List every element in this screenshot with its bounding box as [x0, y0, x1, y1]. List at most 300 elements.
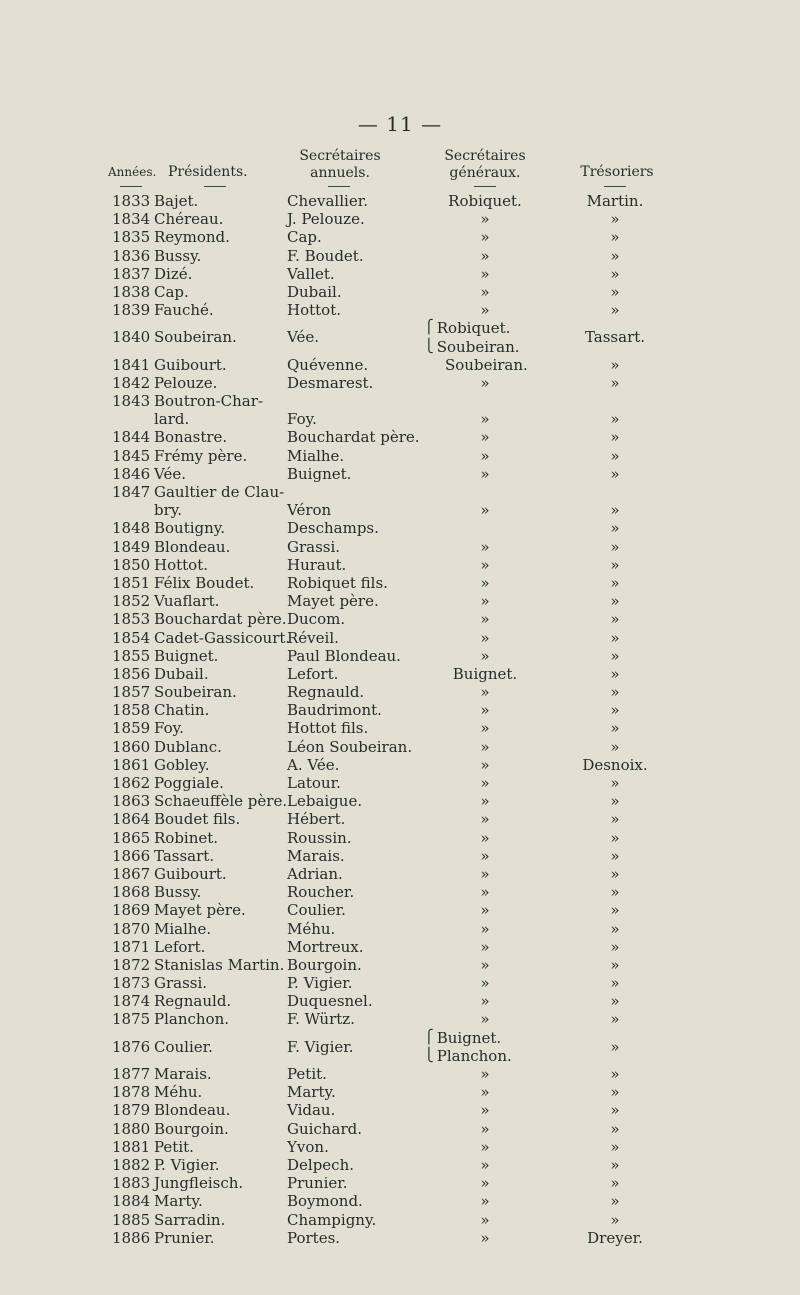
secretaire-general-cell: » — [480, 1228, 490, 1247]
president-cell: Marais. — [154, 1065, 212, 1084]
president-cell: Marty. — [154, 1192, 203, 1211]
table-row — [0, 774, 800, 792]
secretaire-general-cell: » — [480, 828, 490, 847]
secretaire-general-cell: » — [480, 1155, 490, 1174]
year-cell: 1886 — [112, 1228, 151, 1247]
secretaire-annuel-cell: Hottot fils. — [287, 719, 369, 738]
table-row — [0, 1229, 800, 1247]
header-secr-generaux-line2: généraux. — [449, 165, 521, 181]
secretaire-general-cell: » — [480, 555, 490, 574]
tresorier-cell: » — [610, 1083, 620, 1102]
table-row — [0, 610, 800, 628]
header-annees: Années. — [108, 165, 157, 179]
tresorier-cell: » — [610, 646, 620, 665]
secretaire-general-cell: » — [480, 1010, 490, 1029]
header-secr-annuels-line2: annuels. — [310, 165, 370, 181]
table-row — [0, 1156, 800, 1174]
president-cell: Méhu. — [154, 1083, 203, 1102]
year-cell: 1878 — [112, 1083, 151, 1102]
secretaire-annuel-cell: F. Würtz. — [287, 1010, 355, 1029]
president-cell: Fauché. — [154, 301, 214, 320]
secretaire-general-cell: » — [480, 501, 490, 520]
year-cell: 1859 — [112, 719, 151, 738]
year-cell: 1845 — [112, 446, 151, 465]
table-row — [0, 374, 800, 392]
secretaire-annuel-cell: Guichard. — [287, 1119, 362, 1138]
secretaire-annuel-cell: Regnauld. — [287, 683, 365, 702]
president-cell: Soubeiran. — [154, 328, 237, 347]
president-cell: Planchon. — [154, 1010, 230, 1029]
year-cell: 1847 — [112, 483, 151, 502]
table-row — [0, 592, 800, 610]
secretaire-annuel-cell: Latour. — [287, 774, 341, 793]
year-cell: 1865 — [112, 828, 151, 847]
president-cell: Cadet-Gassicourt. — [154, 628, 291, 647]
president-cell: P. Vigier. — [154, 1155, 220, 1174]
secretaire-annuel-cell: Quévenne. — [287, 355, 369, 374]
secretaire-annuel-cell: Deschamps. — [287, 519, 379, 538]
president-cell: Gobley. — [154, 755, 210, 774]
secretaire-general-cell: » — [480, 1210, 490, 1229]
president-cell: Vuaflart. — [154, 592, 220, 611]
secretaire-general-cell: » — [480, 628, 490, 647]
secretaire-general-cell: » — [480, 992, 490, 1011]
secretaire-annuel-cell: Lefort. — [287, 664, 339, 683]
general-name: Planchon. — [436, 1046, 512, 1065]
secretaire-annuel-cell: Delpech. — [287, 1155, 355, 1174]
table-row — [0, 1192, 800, 1210]
general-stack — [437, 319, 520, 355]
table-row — [0, 1083, 800, 1101]
tresorier-cell: » — [610, 864, 620, 883]
secretaire-general-cell: » — [480, 1137, 490, 1156]
table-row — [0, 265, 800, 283]
secretaire-general-cell: » — [480, 1065, 490, 1084]
table-row — [0, 1211, 800, 1229]
year-cell: 1848 — [112, 519, 151, 538]
secretaire-annuel-cell: Bouchardat père. — [287, 428, 420, 447]
year-cell: 1844 — [112, 428, 151, 447]
secretaire-annuel-cell: Prunier. — [287, 1174, 348, 1193]
table-row — [0, 465, 800, 483]
year-cell: 1857 — [112, 683, 151, 702]
secretaire-annuel-cell: Chevallier. — [287, 192, 368, 210]
secretaire-general-cell: » — [480, 1174, 490, 1193]
president-cell: Bouchardat père. — [154, 610, 287, 629]
president-cell: Bussy. — [154, 246, 202, 265]
president-cell: Bourgoin. — [154, 1119, 229, 1138]
table-row — [0, 192, 800, 210]
table-row — [0, 538, 800, 556]
table-row — [0, 719, 800, 737]
table-row — [0, 738, 800, 756]
tresorier-cell: » — [610, 355, 620, 374]
secretaire-general-cell: Soubeiran. — [445, 355, 528, 374]
tresorier-cell: Dreyer. — [587, 1228, 643, 1247]
year-cell: 1883 — [112, 1174, 151, 1193]
secretaire-general-cell: Robiquet. — [448, 192, 522, 210]
president-cell: Dubail. — [154, 664, 209, 683]
general-name: Buignet. — [436, 1028, 502, 1047]
president-cell: lard. — [154, 410, 190, 429]
year-cell: 1838 — [112, 282, 151, 301]
president-cell: Grassi. — [154, 974, 208, 993]
year-cell: 1842 — [112, 373, 151, 392]
president-cell: Félix Boudet. — [154, 573, 255, 592]
year-cell: 1839 — [112, 301, 151, 320]
table-row — [0, 701, 800, 719]
secretaire-general-cell: » — [480, 1192, 490, 1211]
table-row — [0, 901, 800, 919]
president-cell: Buignet. — [154, 646, 219, 665]
president-cell: Reymond. — [154, 228, 230, 247]
president-cell: Regnauld. — [154, 992, 232, 1011]
table-row — [0, 647, 800, 665]
year-cell: 1835 — [112, 228, 151, 247]
secretaire-annuel-cell: F. Boudet. — [287, 246, 364, 265]
header-secr-generaux-line1: Secrétaires — [444, 148, 526, 164]
year-cell: 1872 — [112, 955, 151, 974]
secretaire-annuel-cell: Vidau. — [287, 1101, 336, 1120]
president-cell: Guibourt. — [154, 355, 227, 374]
table-row — [0, 974, 800, 992]
tresorier-cell: » — [610, 1101, 620, 1120]
secretaire-general-cell: » — [480, 864, 490, 883]
table-row — [0, 665, 800, 683]
president-cell: Coulier. — [154, 1037, 213, 1056]
secretaire-general-cell: » — [480, 464, 490, 483]
tresorier-cell: » — [610, 537, 620, 556]
table-row — [0, 956, 800, 974]
table-row — [0, 847, 800, 865]
year-cell: 1860 — [112, 737, 151, 756]
year-cell: 1871 — [112, 937, 151, 956]
table-row — [0, 519, 800, 537]
tresorier-cell: » — [610, 1174, 620, 1193]
tresorier-cell: » — [610, 810, 620, 829]
secretaire-annuel-cell: Léon Soubeiran. — [287, 737, 413, 756]
president-cell: Hottot. — [154, 555, 208, 574]
secretaire-annuel-cell: Desmarest. — [287, 373, 374, 392]
year-cell: 1851 — [112, 573, 151, 592]
tresorier-cell: » — [610, 228, 620, 247]
tresorier-cell: » — [610, 1065, 620, 1084]
secretaire-annuel-cell: Adrian. — [287, 864, 343, 883]
secretaire-general-cell: » — [480, 246, 490, 265]
secretaire-annuel-cell: Méhu. — [287, 919, 336, 938]
table-row — [0, 356, 800, 374]
table-row — [0, 301, 800, 319]
table-row — [0, 883, 800, 901]
secretaire-annuel-cell: Mialhe. — [287, 446, 345, 465]
header-divider — [204, 186, 226, 187]
table-row — [0, 228, 800, 246]
secretaire-annuel-cell: P. Vigier. — [287, 974, 353, 993]
tresorier-cell: » — [610, 464, 620, 483]
secretaire-general-cell: » — [480, 537, 490, 556]
president-cell: Boutron-Char- — [154, 392, 263, 411]
year-cell: 1841 — [112, 355, 151, 374]
secretaire-annuel-cell: Paul Blondeau. — [287, 646, 401, 665]
secretaire-general-cell: » — [480, 228, 490, 247]
year-cell: 1870 — [112, 919, 151, 938]
tresorier-cell: » — [610, 592, 620, 611]
table-row — [0, 1138, 800, 1156]
table-row — [0, 920, 800, 938]
secretaire-general-cell: » — [480, 683, 490, 702]
tresorier-cell: » — [610, 883, 620, 902]
tresorier-cell: » — [610, 573, 620, 592]
header-divider — [120, 186, 142, 187]
year-cell: 1846 — [112, 464, 151, 483]
tresorier-cell: » — [610, 1210, 620, 1229]
year-cell: 1876 — [112, 1037, 151, 1056]
general-stack — [437, 1029, 512, 1065]
general-name: Soubeiran. — [436, 337, 520, 356]
president-cell: Boutigny. — [154, 519, 226, 538]
president-cell: Dublanc. — [154, 737, 222, 756]
table-row — [0, 1029, 800, 1065]
secretaire-annuel-cell: F. Vigier. — [287, 1037, 354, 1056]
tresorier-cell: » — [610, 1155, 620, 1174]
secretaire-general-cell: » — [480, 755, 490, 774]
secretaire-general-cell: » — [480, 1101, 490, 1120]
year-cell: 1866 — [112, 846, 151, 865]
president-cell: bry. — [154, 501, 183, 520]
secretaire-annuel-cell: Buignet. — [287, 464, 352, 483]
table-row — [0, 810, 800, 828]
year-cell: 1834 — [112, 210, 151, 229]
president-cell: Foy. — [154, 719, 184, 738]
secretaire-annuel-cell: Roucher. — [287, 883, 355, 902]
president-cell: Jungfleisch. — [154, 1174, 244, 1193]
table-row — [0, 938, 800, 956]
tresorier-cell: » — [610, 1137, 620, 1156]
year-cell: 1858 — [112, 701, 151, 720]
tresorier-cell: Martin. — [586, 192, 644, 210]
president-cell: Schaeuffèle père. — [154, 792, 288, 811]
tresorier-cell: » — [610, 1010, 620, 1029]
secretaire-general-cell — [424, 319, 520, 355]
tresorier-cell: » — [610, 301, 620, 320]
tresorier-cell: » — [610, 501, 620, 520]
table-row — [0, 283, 800, 301]
secretaire-annuel-cell: J. Pelouze. — [287, 210, 365, 229]
year-cell: 1868 — [112, 883, 151, 902]
secretaire-annuel-cell: A. Vée. — [287, 755, 340, 774]
secretaire-annuel-cell: Ducom. — [287, 610, 346, 629]
table-row — [0, 629, 800, 647]
president-cell: Bonastre. — [154, 428, 228, 447]
president-cell: Petit. — [154, 1137, 194, 1156]
secretaire-general-cell: » — [480, 737, 490, 756]
year-cell: 1881 — [112, 1137, 151, 1156]
secretaire-general-cell: » — [480, 774, 490, 793]
tresorier-cell: » — [610, 937, 620, 956]
secretaire-annuel-cell: Mortreux. — [287, 937, 364, 956]
header-divider — [328, 186, 350, 187]
table-row — [0, 319, 800, 355]
secretaire-general-cell: » — [480, 955, 490, 974]
president-cell: Mayet père. — [154, 901, 246, 920]
year-cell: 1874 — [112, 992, 151, 1011]
secretaire-annuel-cell: Dubail. — [287, 282, 342, 301]
president-cell: Cap. — [154, 282, 189, 301]
year-cell: 1836 — [112, 246, 151, 265]
year-cell: 1849 — [112, 537, 151, 556]
secretaire-annuel-cell: Marais. — [287, 846, 345, 865]
president-cell: Mialhe. — [154, 919, 212, 938]
year-cell: 1852 — [112, 592, 151, 611]
tresorier-cell: » — [610, 628, 620, 647]
header-presidents: Présidents. — [168, 164, 248, 180]
tresorier-cell: » — [610, 955, 620, 974]
year-cell: 1875 — [112, 1010, 151, 1029]
president-cell: Blondeau. — [154, 1101, 231, 1120]
tresorier-cell: » — [610, 719, 620, 738]
secretaire-annuel-cell: Baudrimont. — [287, 701, 382, 720]
tresorier-cell: » — [610, 555, 620, 574]
secretaire-annuel-cell: Marty. — [287, 1083, 336, 1102]
table-row — [0, 210, 800, 228]
secretaire-annuel-cell: Portes. — [287, 1228, 341, 1247]
table-row — [0, 556, 800, 574]
tresorier-cell: » — [610, 901, 620, 920]
table-row — [0, 865, 800, 883]
secretaire-annuel-cell: Lebaigue. — [287, 792, 363, 811]
president-cell: Robinet. — [154, 828, 219, 847]
secretaire-general-cell: » — [480, 1083, 490, 1102]
tresorier-cell: » — [610, 446, 620, 465]
table-row — [0, 247, 800, 265]
tresorier-cell: » — [610, 737, 620, 756]
tresorier-cell: » — [610, 828, 620, 847]
secretaire-general-cell: » — [480, 846, 490, 865]
secretaire-general-cell: » — [480, 610, 490, 629]
secretaire-annuel-cell: Bourgoin. — [287, 955, 362, 974]
tresorier-cell: » — [610, 701, 620, 720]
tresorier-cell: » — [610, 992, 620, 1011]
secretaire-general-cell: » — [480, 282, 490, 301]
secretaire-annuel-cell: Véron — [287, 501, 332, 520]
president-cell: Vée. — [154, 464, 186, 483]
year-cell: 1877 — [112, 1065, 151, 1084]
tresorier-cell: » — [610, 210, 620, 229]
table-row — [0, 829, 800, 847]
president-cell: Bussy. — [154, 883, 202, 902]
table-row — [0, 392, 800, 410]
tresorier-cell: Tassart. — [584, 328, 646, 347]
secretaire-annuel-cell: Grassi. — [287, 537, 341, 556]
president-cell: Chéreau. — [154, 210, 224, 229]
tresorier-cell: » — [610, 264, 620, 283]
table-row — [0, 447, 800, 465]
year-cell: 1837 — [112, 264, 151, 283]
year-cell: 1869 — [112, 901, 151, 920]
president-cell: Dizé. — [154, 264, 193, 283]
tresorier-cell: » — [610, 410, 620, 429]
secretaire-general-cell: » — [480, 719, 490, 738]
tresorier-cell: » — [610, 846, 620, 865]
header-divider — [474, 186, 496, 187]
president-cell: Soubeiran. — [154, 683, 237, 702]
tresorier-cell: » — [610, 1119, 620, 1138]
year-cell: 1855 — [112, 646, 151, 665]
table-row — [0, 683, 800, 701]
tresorier-cell: » — [610, 1192, 620, 1211]
table-row — [0, 483, 800, 501]
table-row — [0, 410, 800, 428]
table-row — [0, 992, 800, 1010]
brace-glyph: ⎧ ⎩ — [424, 320, 434, 354]
secretaire-annuel-cell: Petit. — [287, 1065, 327, 1084]
secretaire-general-cell: » — [480, 792, 490, 811]
secretaire-general-cell: » — [480, 937, 490, 956]
tresorier-cell: » — [610, 428, 620, 447]
table-row — [0, 1010, 800, 1028]
tresorier-cell: » — [610, 1037, 620, 1056]
president-cell: Boudet fils. — [154, 810, 241, 829]
secretaire-annuel-cell: Yvon. — [287, 1137, 329, 1156]
secretaire-annuel-cell: Réveil. — [287, 628, 339, 647]
year-cell: 1862 — [112, 774, 151, 793]
header-tresoriers: Trésoriers — [580, 164, 654, 180]
tresorier-cell: » — [610, 974, 620, 993]
secretaire-general-cell: » — [480, 974, 490, 993]
secretaire-annuel-cell: Boymond. — [287, 1192, 363, 1211]
president-cell: Blondeau. — [154, 537, 231, 556]
year-cell: 1864 — [112, 810, 151, 829]
secretaire-general-cell: » — [480, 646, 490, 665]
table-row — [0, 501, 800, 519]
president-cell: Tassart. — [154, 846, 215, 865]
secretaire-general-cell: » — [480, 410, 490, 429]
table-row — [0, 792, 800, 810]
year-cell: 1884 — [112, 1192, 151, 1211]
tresorier-cell: » — [610, 774, 620, 793]
president-cell: Chatin. — [154, 701, 210, 720]
secretaire-annuel-cell: Champigny. — [287, 1210, 377, 1229]
secretaire-general-cell: » — [480, 919, 490, 938]
year-cell: 1873 — [112, 974, 151, 993]
secretaire-annuel-cell: Huraut. — [287, 555, 347, 574]
brace-glyph: ⎧ ⎩ — [424, 1029, 434, 1063]
secretaire-annuel-cell: Vée. — [287, 328, 319, 347]
table-row — [0, 1065, 800, 1083]
secretaire-general-cell: » — [480, 883, 490, 902]
president-cell: Bajet. — [154, 192, 199, 210]
year-cell: 1861 — [112, 755, 151, 774]
tresorier-cell: » — [610, 373, 620, 392]
year-cell: 1833 — [112, 192, 151, 210]
secretaire-annuel-cell: Cap. — [287, 228, 322, 247]
president-cell: Stanislas Martin. — [154, 955, 285, 974]
secretaire-general-cell: » — [480, 810, 490, 829]
year-cell: 1885 — [112, 1210, 151, 1229]
year-cell: 1867 — [112, 864, 151, 883]
year-cell: 1882 — [112, 1155, 151, 1174]
president-cell: Poggiale. — [154, 774, 224, 793]
secretaire-annuel-cell: Coulier. — [287, 901, 346, 920]
president-cell: Guibourt. — [154, 864, 227, 883]
secretaire-general-cell: » — [480, 592, 490, 611]
tresorier-cell: » — [610, 919, 620, 938]
secretaire-general-cell: » — [480, 573, 490, 592]
header-secretaires-annuels — [280, 148, 400, 182]
table-row — [0, 428, 800, 446]
tresorier-cell: » — [610, 792, 620, 811]
secretaire-general-cell: » — [480, 701, 490, 720]
